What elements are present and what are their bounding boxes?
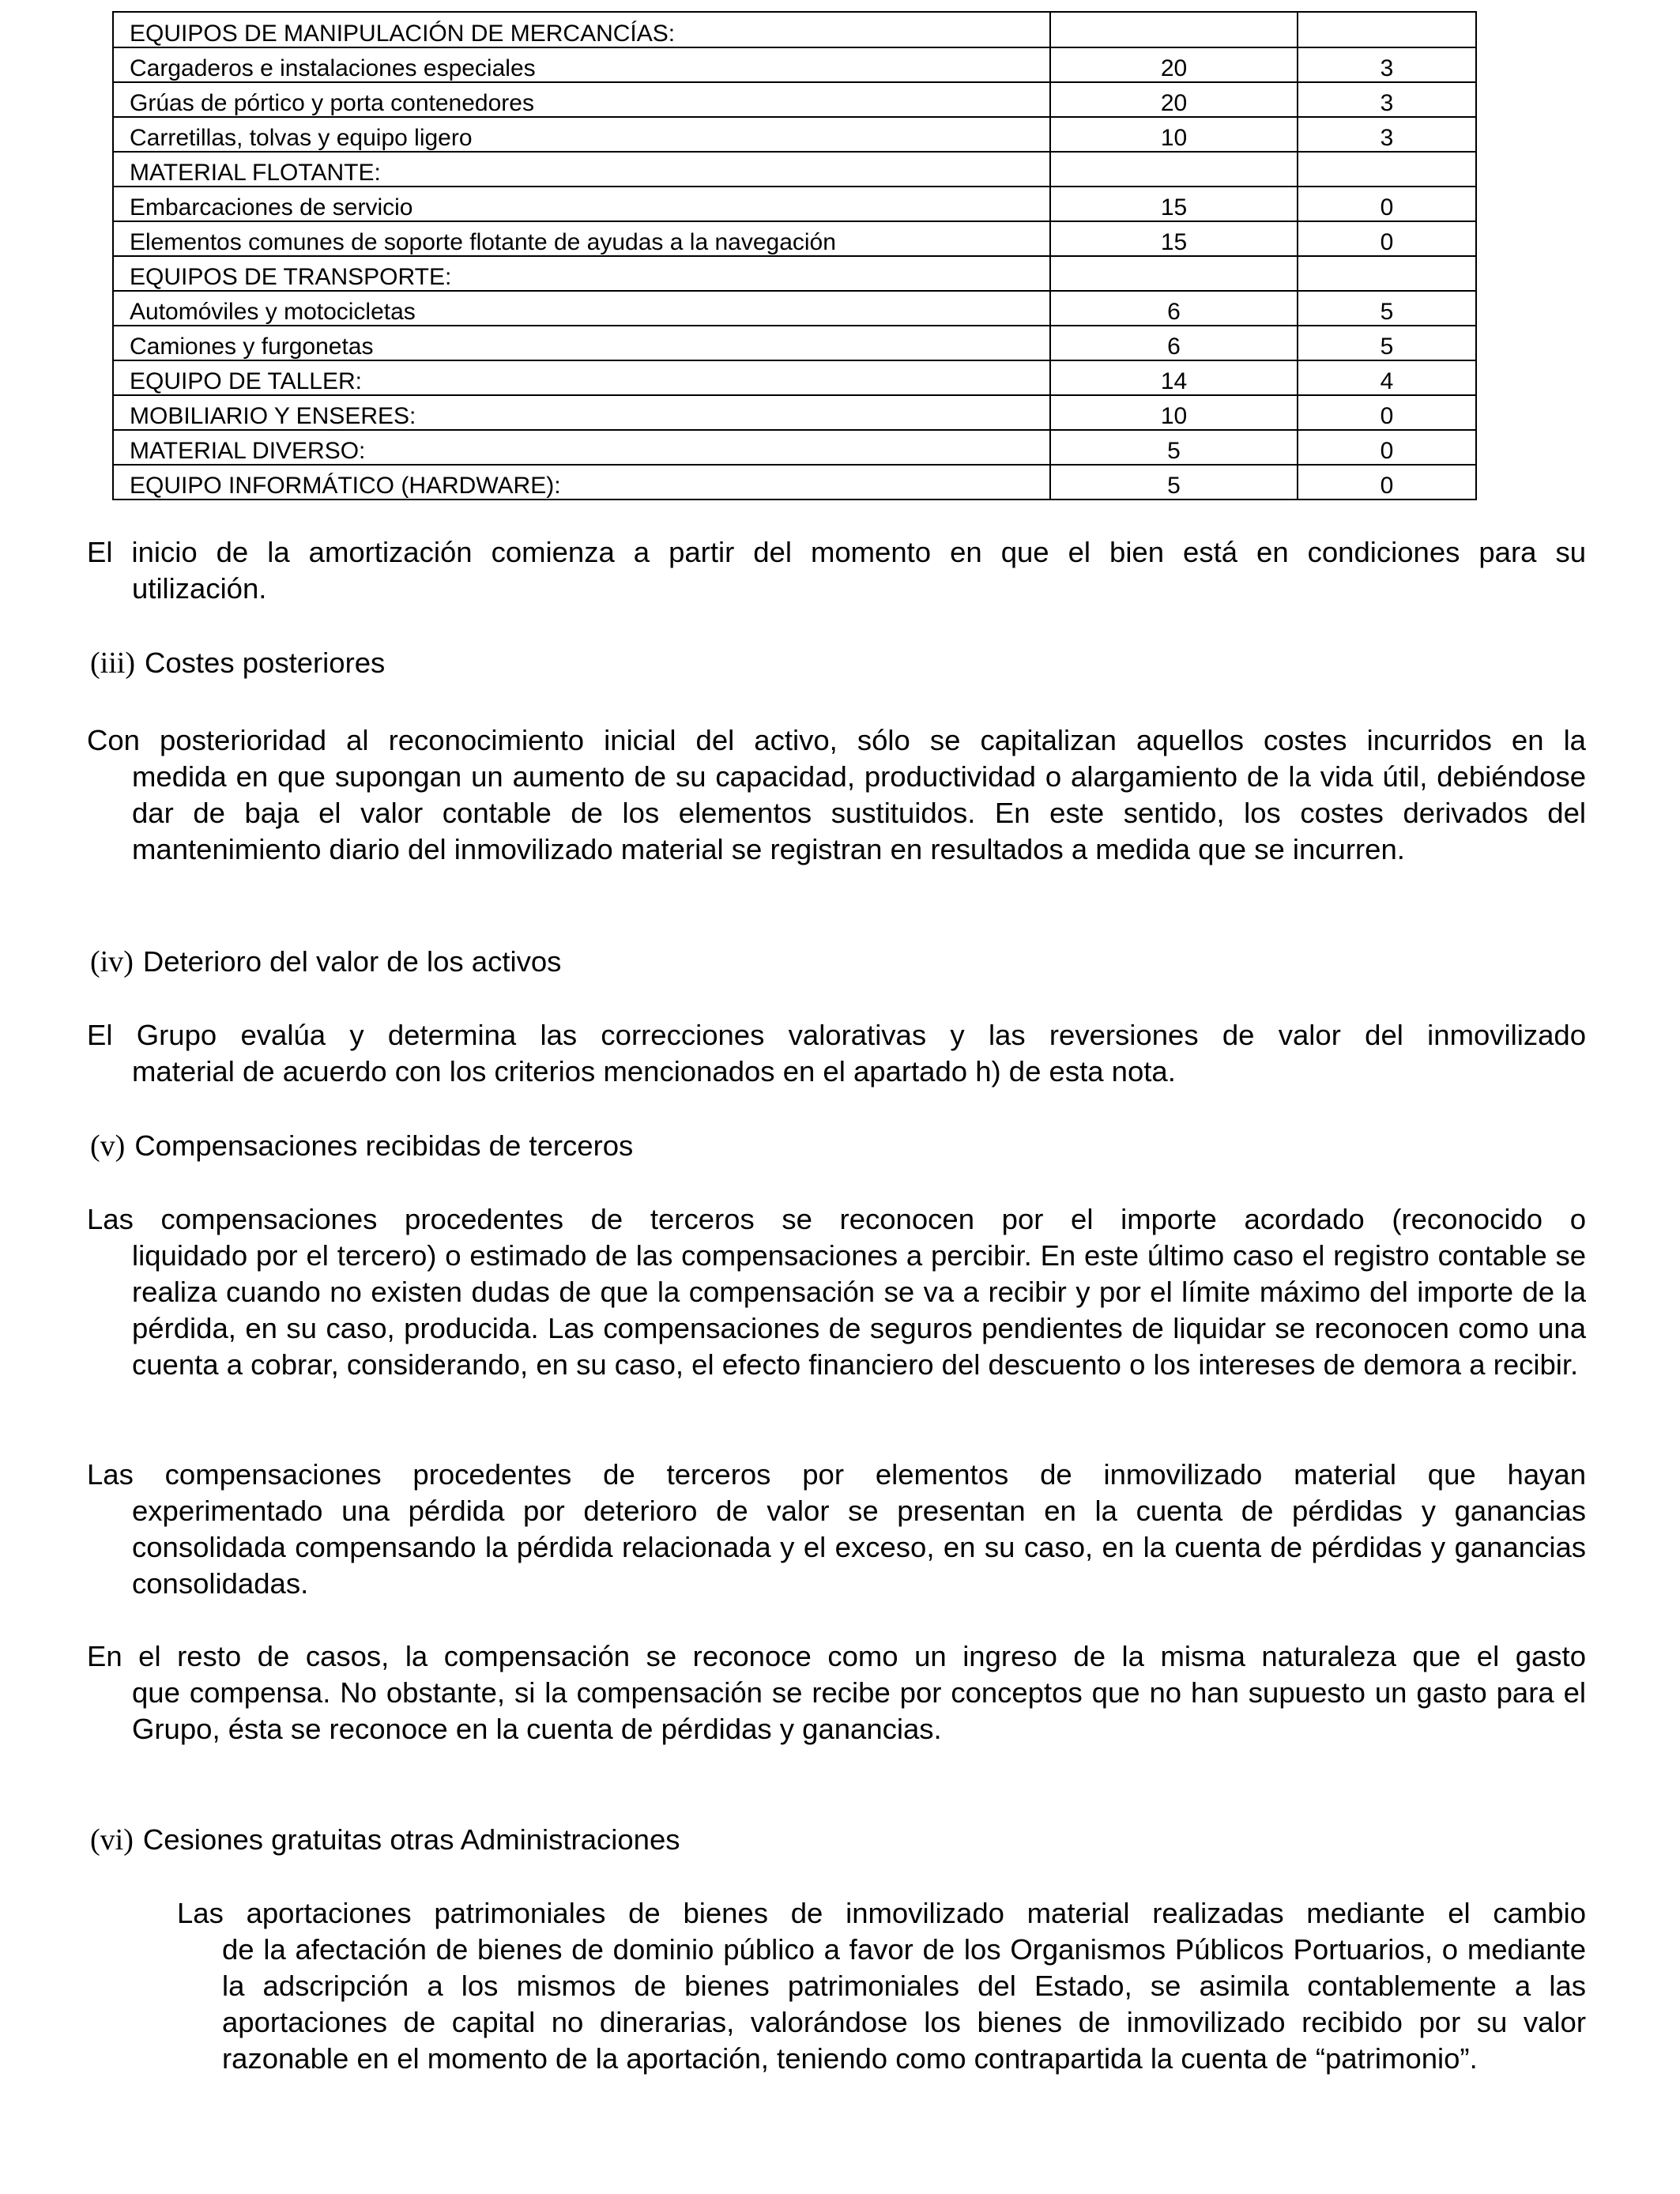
asset-category-cell: MATERIAL FLOTANTE: xyxy=(113,152,1050,187)
years-cell: 14 xyxy=(1050,360,1298,395)
years-cell: 5 xyxy=(1050,430,1298,465)
table-row xyxy=(113,82,1476,117)
section-title: Compensaciones recibidas de terceros xyxy=(134,1129,634,1162)
years-cell: 5 xyxy=(1050,465,1298,499)
years-cell: 10 xyxy=(1050,117,1298,152)
paragraph-first-line: En el resto de casos, la compensación se reconoce como un ingreso de la misma naturaleza que el gasto xyxy=(87,1640,1586,1672)
years-cell xyxy=(1050,256,1298,291)
asset-category-cell: Grúas de pórtico y porta contenedores xyxy=(113,82,1050,117)
section-heading-v xyxy=(90,1128,633,1164)
table-row xyxy=(113,430,1476,465)
residual-value-cell: 0 xyxy=(1298,395,1476,430)
section-title: Costes posteriores xyxy=(144,647,386,679)
asset-category-cell: Cargaderos e instalaciones especiales xyxy=(113,47,1050,82)
table-row xyxy=(113,465,1476,499)
amortization-paragraph xyxy=(87,534,1586,607)
table-row xyxy=(113,221,1476,256)
asset-category-cell: Elementos comunes de soporte flotante de ayudas a la navegación xyxy=(113,221,1050,256)
useful-life-table-body xyxy=(113,12,1476,499)
paragraph-body: que compensa. No obstante, si la compensación se recibe por conceptos que no han supuesto un gasto para el Grupo, ésta se reconoce en la cuenta de pérdidas y ganancias. xyxy=(132,1676,1586,1745)
asset-category-cell: Automóviles y motocicletas xyxy=(113,291,1050,326)
table-row xyxy=(113,256,1476,291)
section-heading-vi xyxy=(90,1822,680,1858)
paragraph-body: experimentado una pérdida por deterioro de valor se presentan en la cuenta de pérdidas y ganancias consolidada compensando la pérdida relacionada y el exceso, en su caso, en la cuenta de pérdidas y ganancias consolidadas. xyxy=(132,1495,1586,1600)
asset-category-cell: MOBILIARIO Y ENSERES: xyxy=(113,395,1050,430)
years-cell: 15 xyxy=(1050,221,1298,256)
free-transfers-paragraph xyxy=(177,1895,1586,2077)
subsequent-costs-paragraph xyxy=(87,722,1586,868)
residual-value-cell xyxy=(1298,12,1476,47)
table-row xyxy=(113,12,1476,47)
asset-category-cell: Embarcaciones de servicio xyxy=(113,187,1050,221)
paragraph-first-line: Las aportaciones patrimoniales de bienes de inmovilizado material realizadas mediante el cambio xyxy=(177,1897,1586,1929)
section-number: (iii) xyxy=(90,647,135,680)
section-number: (v) xyxy=(90,1129,126,1163)
paragraph-body: de la afectación de bienes de dominio público a favor de los Organismos Públicos Portuarios, o mediante la adscripción a los mismos de bienes patrimoniales del Estado, se asimila contablemente a las aportaciones de capital no dinerarias, valorándose los bienes de inmovilizado recibido por su valor razonable en el momento de la aportación, teniendo como contrapartida la cuenta de “patrimonio”. xyxy=(222,1933,1586,2075)
years-cell: 15 xyxy=(1050,187,1298,221)
asset-category-cell: MATERIAL DIVERSO: xyxy=(113,430,1050,465)
asset-category-cell: EQUIPOS DE TRANSPORTE: xyxy=(113,256,1050,291)
table-row xyxy=(113,395,1476,430)
impairment-paragraph xyxy=(87,1017,1586,1090)
years-cell: 20 xyxy=(1050,47,1298,82)
table-row xyxy=(113,47,1476,82)
table-row xyxy=(113,291,1476,326)
paragraph-first-line: El Grupo evalúa y determina las correcciones valorativas y las reversiones de valor del inmovilizado xyxy=(87,1019,1586,1051)
residual-value-cell: 3 xyxy=(1298,117,1476,152)
table-row xyxy=(113,117,1476,152)
years-cell: 20 xyxy=(1050,82,1298,117)
residual-value-cell: 3 xyxy=(1298,82,1476,117)
section-heading-iii xyxy=(90,645,385,681)
residual-value-cell: 0 xyxy=(1298,430,1476,465)
asset-category-cell: Camiones y furgonetas xyxy=(113,326,1050,360)
other-cases-compensation-paragraph xyxy=(87,1638,1586,1747)
residual-value-cell: 5 xyxy=(1298,326,1476,360)
years-cell: 10 xyxy=(1050,395,1298,430)
years-cell xyxy=(1050,12,1298,47)
asset-category-cell: EQUIPO INFORMÁTICO (HARDWARE): xyxy=(113,465,1050,499)
paragraph-first-line: El inicio de la amortización comienza a partir del momento en que el bien está en condiciones para su xyxy=(87,536,1586,568)
useful-life-table xyxy=(112,11,1477,500)
residual-value-cell xyxy=(1298,152,1476,187)
paragraph-body: liquidado por el tercero) o estimado de las compensaciones a percibir. En este último caso el registro contable se realiza cuando no existen dudas de que la compensación se va a recibir y por el límite máximo del importe de la pérdida, en su caso, producida. Las compensaciones de seguros pendientes de liquidar se reconocen como una cuenta a cobrar, considerando, en su caso, el efecto financiero del descuento o los intereses de demora a recibir. xyxy=(132,1239,1586,1381)
residual-value-cell xyxy=(1298,256,1476,291)
table-row xyxy=(113,187,1476,221)
paragraph-body: utilización. xyxy=(132,572,267,605)
paragraph-first-line: Con posterioridad al reconocimiento inicial del activo, sólo se capitalizan aquellos costes incurridos en la xyxy=(87,724,1586,756)
paragraph-body: medida en que supongan un aumento de su capacidad, productividad o alargamiento de la vida útil, debiéndose dar de baja el valor contable de los elementos sustituidos. En este sentido, los costes derivados del mantenimiento diario del inmovilizado material se registran en resultados a medida que se incurren. xyxy=(132,760,1586,865)
section-number: (vi) xyxy=(90,1823,134,1857)
paragraph-body: material de acuerdo con los criterios mencionados en el apartado h) de esta nota. xyxy=(132,1055,1176,1088)
table-row xyxy=(113,326,1476,360)
residual-value-cell: 4 xyxy=(1298,360,1476,395)
paragraph-first-line: Las compensaciones procedentes de terceros se reconocen por el importe acordado (reconocido o xyxy=(87,1203,1586,1235)
years-cell: 6 xyxy=(1050,291,1298,326)
residual-value-cell: 0 xyxy=(1298,465,1476,499)
section-title: Cesiones gratuitas otras Administraciones xyxy=(142,1823,680,1856)
residual-value-cell: 5 xyxy=(1298,291,1476,326)
impaired-assets-compensation-paragraph xyxy=(87,1457,1586,1602)
paragraph-first-line: Las compensaciones procedentes de terceros por elementos de inmovilizado material que hayan xyxy=(87,1458,1586,1491)
section-title: Deterioro del valor de los activos xyxy=(142,945,562,978)
years-cell xyxy=(1050,152,1298,187)
residual-value-cell: 0 xyxy=(1298,221,1476,256)
third-party-compensation-paragraph xyxy=(87,1201,1586,1383)
residual-value-cell: 0 xyxy=(1298,187,1476,221)
asset-category-cell: EQUIPOS DE MANIPULACIÓN DE MERCANCÍAS: xyxy=(113,12,1050,47)
asset-category-cell: EQUIPO DE TALLER: xyxy=(113,360,1050,395)
residual-value-cell: 3 xyxy=(1298,47,1476,82)
table-row xyxy=(113,152,1476,187)
asset-category-cell: Carretillas, tolvas y equipo ligero xyxy=(113,117,1050,152)
years-cell: 6 xyxy=(1050,326,1298,360)
table-row xyxy=(113,360,1476,395)
section-number: (iv) xyxy=(90,945,134,978)
section-heading-iv xyxy=(90,944,561,980)
